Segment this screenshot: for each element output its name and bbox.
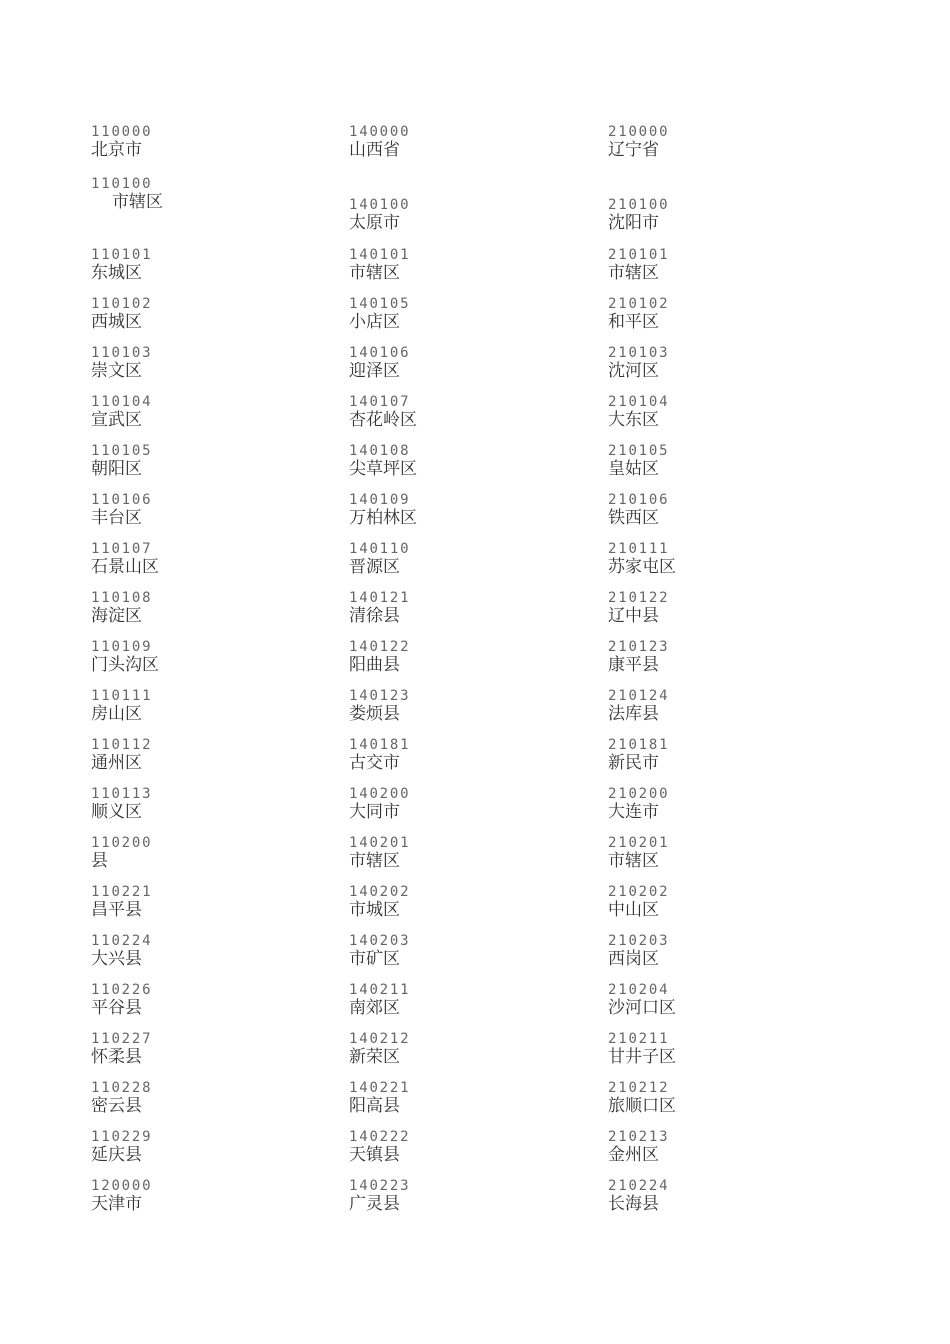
region-code: 110111 bbox=[91, 688, 153, 704]
list-item bbox=[608, 639, 848, 676]
list-item bbox=[349, 296, 589, 333]
region-code: 110229 bbox=[91, 1129, 153, 1145]
region-name: 房山区 bbox=[91, 704, 142, 724]
region-code: 140107 bbox=[349, 394, 411, 410]
region-name: 金州区 bbox=[608, 1145, 659, 1165]
region-code: 140212 bbox=[349, 1031, 411, 1047]
region-code: 110109 bbox=[91, 639, 153, 655]
region-name: 市辖区 bbox=[608, 263, 659, 283]
list-item bbox=[91, 688, 331, 725]
region-name: 新民市 bbox=[608, 753, 659, 773]
list-item bbox=[349, 835, 589, 872]
region-name: 苏家屯区 bbox=[608, 557, 676, 577]
list-item bbox=[91, 247, 331, 284]
region-name: 铁西区 bbox=[608, 508, 659, 528]
list-item bbox=[91, 982, 331, 1019]
region-name: 甘井子区 bbox=[608, 1047, 676, 1067]
region-name: 市城区 bbox=[349, 900, 400, 920]
region-name: 大连市 bbox=[608, 802, 659, 822]
region-code: 210100 bbox=[608, 197, 670, 213]
region-code: 210181 bbox=[608, 737, 670, 753]
region-code: 140181 bbox=[349, 737, 411, 753]
region-name: 新荣区 bbox=[349, 1047, 400, 1067]
region-name: 平谷县 bbox=[91, 998, 142, 1018]
region-name: 沈河区 bbox=[608, 361, 659, 381]
region-name: 石景山区 bbox=[91, 557, 159, 577]
list-item bbox=[608, 1080, 848, 1117]
region-code: 210201 bbox=[608, 835, 670, 851]
region-name: 山西省 bbox=[349, 140, 400, 160]
list-item bbox=[608, 1031, 848, 1068]
region-code: 110108 bbox=[91, 590, 153, 606]
region-name: 晋源区 bbox=[349, 557, 400, 577]
region-code: 140109 bbox=[349, 492, 411, 508]
list-item bbox=[608, 1178, 848, 1215]
region-code: 140000 bbox=[349, 124, 411, 140]
region-name: 密云县 bbox=[91, 1096, 142, 1116]
region-code: 210105 bbox=[608, 443, 670, 459]
list-item bbox=[608, 124, 848, 161]
list-item bbox=[608, 541, 848, 578]
region-code: 140202 bbox=[349, 884, 411, 900]
list-item bbox=[349, 247, 589, 284]
region-code: 210000 bbox=[608, 124, 670, 140]
region-code: 140121 bbox=[349, 590, 411, 606]
region-name: 大同市 bbox=[349, 802, 400, 822]
list-item bbox=[91, 1031, 331, 1068]
region-code: 140106 bbox=[349, 345, 411, 361]
list-item bbox=[608, 394, 848, 431]
list-item bbox=[349, 590, 589, 627]
region-code: 210213 bbox=[608, 1129, 670, 1145]
region-name: 清徐县 bbox=[349, 606, 400, 626]
region-code: 110112 bbox=[91, 737, 153, 753]
region-code: 210224 bbox=[608, 1178, 670, 1194]
region-code: 210111 bbox=[608, 541, 670, 557]
region-name: 古交市 bbox=[349, 753, 400, 773]
list-item bbox=[91, 786, 331, 823]
list-item bbox=[91, 296, 331, 333]
region-code: 110226 bbox=[91, 982, 153, 998]
region-code: 110101 bbox=[91, 247, 153, 263]
region-code: 210103 bbox=[608, 345, 670, 361]
region-code: 140221 bbox=[349, 1080, 411, 1096]
region-name: 西城区 bbox=[91, 312, 142, 332]
region-name: 东城区 bbox=[91, 263, 142, 283]
region-code: 110221 bbox=[91, 884, 153, 900]
list-item bbox=[91, 1080, 331, 1117]
region-code: 140201 bbox=[349, 835, 411, 851]
region-name: 广灵县 bbox=[349, 1194, 400, 1214]
region-name: 长海县 bbox=[608, 1194, 659, 1214]
list-item bbox=[91, 492, 331, 529]
region-code: 210123 bbox=[608, 639, 670, 655]
region-name: 大兴县 bbox=[91, 949, 142, 969]
region-name: 朝阳区 bbox=[91, 459, 142, 479]
list-item bbox=[349, 1129, 589, 1166]
region-code: 110106 bbox=[91, 492, 153, 508]
region-name: 市矿区 bbox=[349, 949, 400, 969]
list-item bbox=[349, 394, 589, 431]
region-code: 210101 bbox=[608, 247, 670, 263]
list-item bbox=[349, 1178, 589, 1215]
list-item bbox=[91, 124, 331, 161]
list-item bbox=[608, 933, 848, 970]
region-code: 210200 bbox=[608, 786, 670, 802]
region-code: 110228 bbox=[91, 1080, 153, 1096]
list-item bbox=[608, 982, 848, 1019]
list-item bbox=[349, 639, 589, 676]
region-code: 210104 bbox=[608, 394, 670, 410]
list-item bbox=[91, 590, 331, 627]
region-name: 北京市 bbox=[91, 140, 142, 160]
list-item bbox=[349, 492, 589, 529]
list-item bbox=[349, 737, 589, 774]
region-name: 太原市 bbox=[349, 213, 400, 233]
list-item bbox=[349, 933, 589, 970]
region-code: 140108 bbox=[349, 443, 411, 459]
region-code: 210203 bbox=[608, 933, 670, 949]
list-item bbox=[608, 1129, 848, 1166]
list-item bbox=[91, 1129, 331, 1166]
region-code: 210202 bbox=[608, 884, 670, 900]
list-item bbox=[91, 835, 331, 872]
region-name: 万柏林区 bbox=[349, 508, 417, 528]
region-code: 140100 bbox=[349, 197, 411, 213]
region-name: 崇文区 bbox=[91, 361, 142, 381]
list-item bbox=[91, 541, 331, 578]
region-code: 110227 bbox=[91, 1031, 153, 1047]
list-item bbox=[608, 345, 848, 382]
list-item bbox=[91, 639, 331, 676]
region-name: 丰台区 bbox=[91, 508, 142, 528]
list-item bbox=[608, 197, 848, 234]
list-item bbox=[91, 933, 331, 970]
region-code: 140101 bbox=[349, 247, 411, 263]
region-name: 县 bbox=[91, 851, 108, 871]
list-item bbox=[349, 1080, 589, 1117]
region-code: 140211 bbox=[349, 982, 411, 998]
region-name: 尖草坪区 bbox=[349, 459, 417, 479]
region-code: 140222 bbox=[349, 1129, 411, 1145]
region-name: 中山区 bbox=[608, 900, 659, 920]
region-code: 140122 bbox=[349, 639, 411, 655]
region-code: 140223 bbox=[349, 1178, 411, 1194]
list-item bbox=[608, 737, 848, 774]
list-item bbox=[608, 590, 848, 627]
region-code: 210212 bbox=[608, 1080, 670, 1096]
list-item bbox=[91, 176, 331, 213]
region-code: 210122 bbox=[608, 590, 670, 606]
list-item bbox=[349, 786, 589, 823]
region-code: 140110 bbox=[349, 541, 411, 557]
list-item bbox=[608, 884, 848, 921]
region-name: 大东区 bbox=[608, 410, 659, 430]
region-name: 市辖区 bbox=[349, 851, 400, 871]
region-name: 娄烦县 bbox=[349, 704, 400, 724]
region-name: 小店区 bbox=[349, 312, 400, 332]
region-name: 市辖区 bbox=[112, 192, 163, 212]
region-code: 210211 bbox=[608, 1031, 670, 1047]
region-code: 140105 bbox=[349, 296, 411, 312]
list-item bbox=[349, 197, 589, 234]
region-name: 杏花岭区 bbox=[349, 410, 417, 430]
region-code: 210102 bbox=[608, 296, 670, 312]
region-name: 延庆县 bbox=[91, 1145, 142, 1165]
region-code: 120000 bbox=[91, 1178, 153, 1194]
list-item bbox=[91, 394, 331, 431]
region-name: 皇姑区 bbox=[608, 459, 659, 479]
list-item bbox=[91, 345, 331, 382]
region-name: 辽中县 bbox=[608, 606, 659, 626]
region-code: 110107 bbox=[91, 541, 153, 557]
region-name: 沈阳市 bbox=[608, 213, 659, 233]
list-item bbox=[349, 541, 589, 578]
region-code: 110000 bbox=[91, 124, 153, 140]
region-name: 市辖区 bbox=[608, 851, 659, 871]
region-code: 110104 bbox=[91, 394, 153, 410]
region-name: 门头沟区 bbox=[91, 655, 159, 675]
list-item bbox=[608, 688, 848, 725]
region-code: 110102 bbox=[91, 296, 153, 312]
list-item bbox=[349, 124, 589, 161]
region-code: 110224 bbox=[91, 933, 153, 949]
region-name: 阳曲县 bbox=[349, 655, 400, 675]
region-name: 迎泽区 bbox=[349, 361, 400, 381]
list-item bbox=[608, 296, 848, 333]
list-item bbox=[349, 884, 589, 921]
list-item bbox=[91, 443, 331, 480]
region-name: 天津市 bbox=[91, 1194, 142, 1214]
list-item bbox=[608, 443, 848, 480]
region-name: 康平县 bbox=[608, 655, 659, 675]
region-code: 210106 bbox=[608, 492, 670, 508]
list-item bbox=[91, 737, 331, 774]
region-name: 旅顺口区 bbox=[608, 1096, 676, 1116]
region-name: 宣武区 bbox=[91, 410, 142, 430]
region-code: 140123 bbox=[349, 688, 411, 704]
region-name: 辽宁省 bbox=[608, 140, 659, 160]
region-name: 沙河口区 bbox=[608, 998, 676, 1018]
list-item bbox=[349, 982, 589, 1019]
list-item bbox=[608, 247, 848, 284]
region-code: 110103 bbox=[91, 345, 153, 361]
region-code: 110200 bbox=[91, 835, 153, 851]
list-item bbox=[349, 345, 589, 382]
list-item bbox=[349, 1031, 589, 1068]
region-code: 210204 bbox=[608, 982, 670, 998]
region-code: 210124 bbox=[608, 688, 670, 704]
region-code: 110100 bbox=[91, 176, 153, 192]
list-item bbox=[349, 443, 589, 480]
region-name: 怀柔县 bbox=[91, 1047, 142, 1067]
list-item bbox=[349, 688, 589, 725]
region-code: 110113 bbox=[91, 786, 153, 802]
region-name: 市辖区 bbox=[349, 263, 400, 283]
list-item bbox=[91, 1178, 331, 1215]
region-name: 海淀区 bbox=[91, 606, 142, 626]
region-name: 顺义区 bbox=[91, 802, 142, 822]
region-name: 通州区 bbox=[91, 753, 142, 773]
region-name: 阳高县 bbox=[349, 1096, 400, 1116]
region-name: 天镇县 bbox=[349, 1145, 400, 1165]
region-name: 和平区 bbox=[608, 312, 659, 332]
region-code: 110105 bbox=[91, 443, 153, 459]
region-name: 昌平县 bbox=[91, 900, 142, 920]
region-name: 西岗区 bbox=[608, 949, 659, 969]
region-code: 140203 bbox=[349, 933, 411, 949]
list-item bbox=[608, 492, 848, 529]
region-name: 南郊区 bbox=[349, 998, 400, 1018]
region-name: 法库县 bbox=[608, 704, 659, 724]
list-item bbox=[608, 786, 848, 823]
list-item bbox=[91, 884, 331, 921]
list-item bbox=[608, 835, 848, 872]
region-code: 140200 bbox=[349, 786, 411, 802]
